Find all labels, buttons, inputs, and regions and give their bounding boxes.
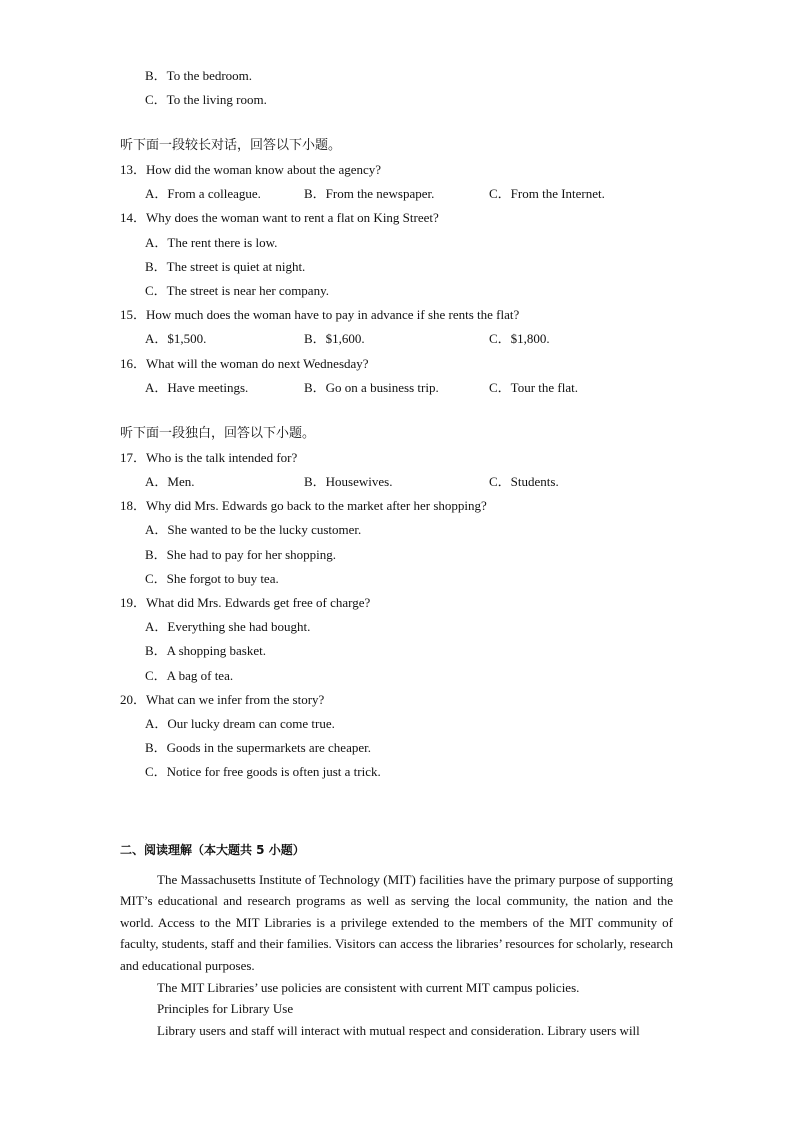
q20-option-c: C．Notice for free goods is often just a trick. — [145, 764, 381, 779]
passage-subheading: Principles for Library Use — [157, 1001, 294, 1016]
q17-option-a: A．Men. — [145, 474, 195, 489]
q14-option-a: A．The rent there is low. — [145, 235, 278, 250]
question-20: 20．What can we infer from the story? — [120, 692, 325, 707]
q17-option-c: C．Students. — [489, 474, 559, 489]
question-13: 13．How did the woman know about the agency? — [120, 162, 382, 177]
q12-option-c: C．To the living room. — [145, 92, 267, 107]
q13-option-c: C．From the Internet. — [489, 186, 605, 201]
q13-option-b: B．From the newspaper. — [304, 186, 435, 201]
q20-option-b: B．Goods in the supermarkets are cheaper. — [145, 740, 371, 755]
q15-option-a: A．$1,500. — [145, 331, 207, 346]
question-15: 15．How much does the woman have to pay in advance if she rents the flat? — [120, 307, 520, 322]
section-heading-reading: 二、阅读理解（本大题共 5 小题） — [120, 843, 305, 857]
listening-instruction-dialogue: 听下面一段较长对话，回答以下小题。 — [120, 137, 342, 152]
q12-option-b: B．To the bedroom. — [145, 68, 253, 83]
question-16: 16．What will the woman do next Wednesday? — [120, 356, 369, 371]
question-14: 14．Why does the woman want to rent a flat on King Street? — [120, 210, 439, 225]
question-17: 17．Who is the talk intended for? — [120, 450, 298, 465]
listening-instruction-monologue: 听下面一段独白，回答以下小题。 — [120, 425, 316, 440]
q19-option-c: C．A bag of tea. — [145, 668, 234, 683]
q13-option-a: A．From a colleague. — [145, 186, 261, 201]
q19-option-b: B．A shopping basket. — [145, 643, 266, 658]
passage-paragraph-1 — [120, 869, 673, 976]
q14-option-c: C．The street is near her company. — [145, 283, 329, 298]
q18-option-b: B．She had to pay for her shopping. — [145, 547, 337, 562]
passage-paragraph-2: The MIT Libraries’ use policies are consistent with current MIT campus policies. — [157, 980, 580, 995]
q16-option-a: A．Have meetings. — [145, 380, 249, 395]
q17-option-b: B．Housewives. — [304, 474, 393, 489]
question-18: 18．Why did Mrs. Edwards go back to the market after her shopping? — [120, 498, 487, 513]
q15-option-c: C．$1,800. — [489, 331, 550, 346]
passage-paragraph-3: Library users and staff will interact with mutual respect and consideration. Library users will — [157, 1023, 640, 1038]
q16-option-c: C．Tour the flat. — [489, 380, 578, 395]
q18-option-a: A．She wanted to be the lucky customer. — [145, 522, 362, 537]
q15-option-b: B．$1,600. — [304, 331, 365, 346]
question-19: 19．What did Mrs. Edwards get free of charge? — [120, 595, 371, 610]
passage-paragraph-1-text: The Massachusetts Institute of Technology (MIT) facilities have the primary purpose of supporting MIT’s educational and research programs as well as serving the local community, the nation and the world. Access to the MIT Libraries is a privilege extended to the members of the MIT community of faculty, students, staff and their families. Visitors can access the libraries’ resources for scholarly, research and educational purposes. — [120, 872, 673, 973]
q16-option-b: B．Go on a business trip. — [304, 380, 439, 395]
q18-option-c: C．She forgot to buy tea. — [145, 571, 279, 586]
q14-option-b: B．The street is quiet at night. — [145, 259, 306, 274]
q20-option-a: A．Our lucky dream can come true. — [145, 716, 335, 731]
q19-option-a: A．Everything she had bought. — [145, 619, 311, 634]
